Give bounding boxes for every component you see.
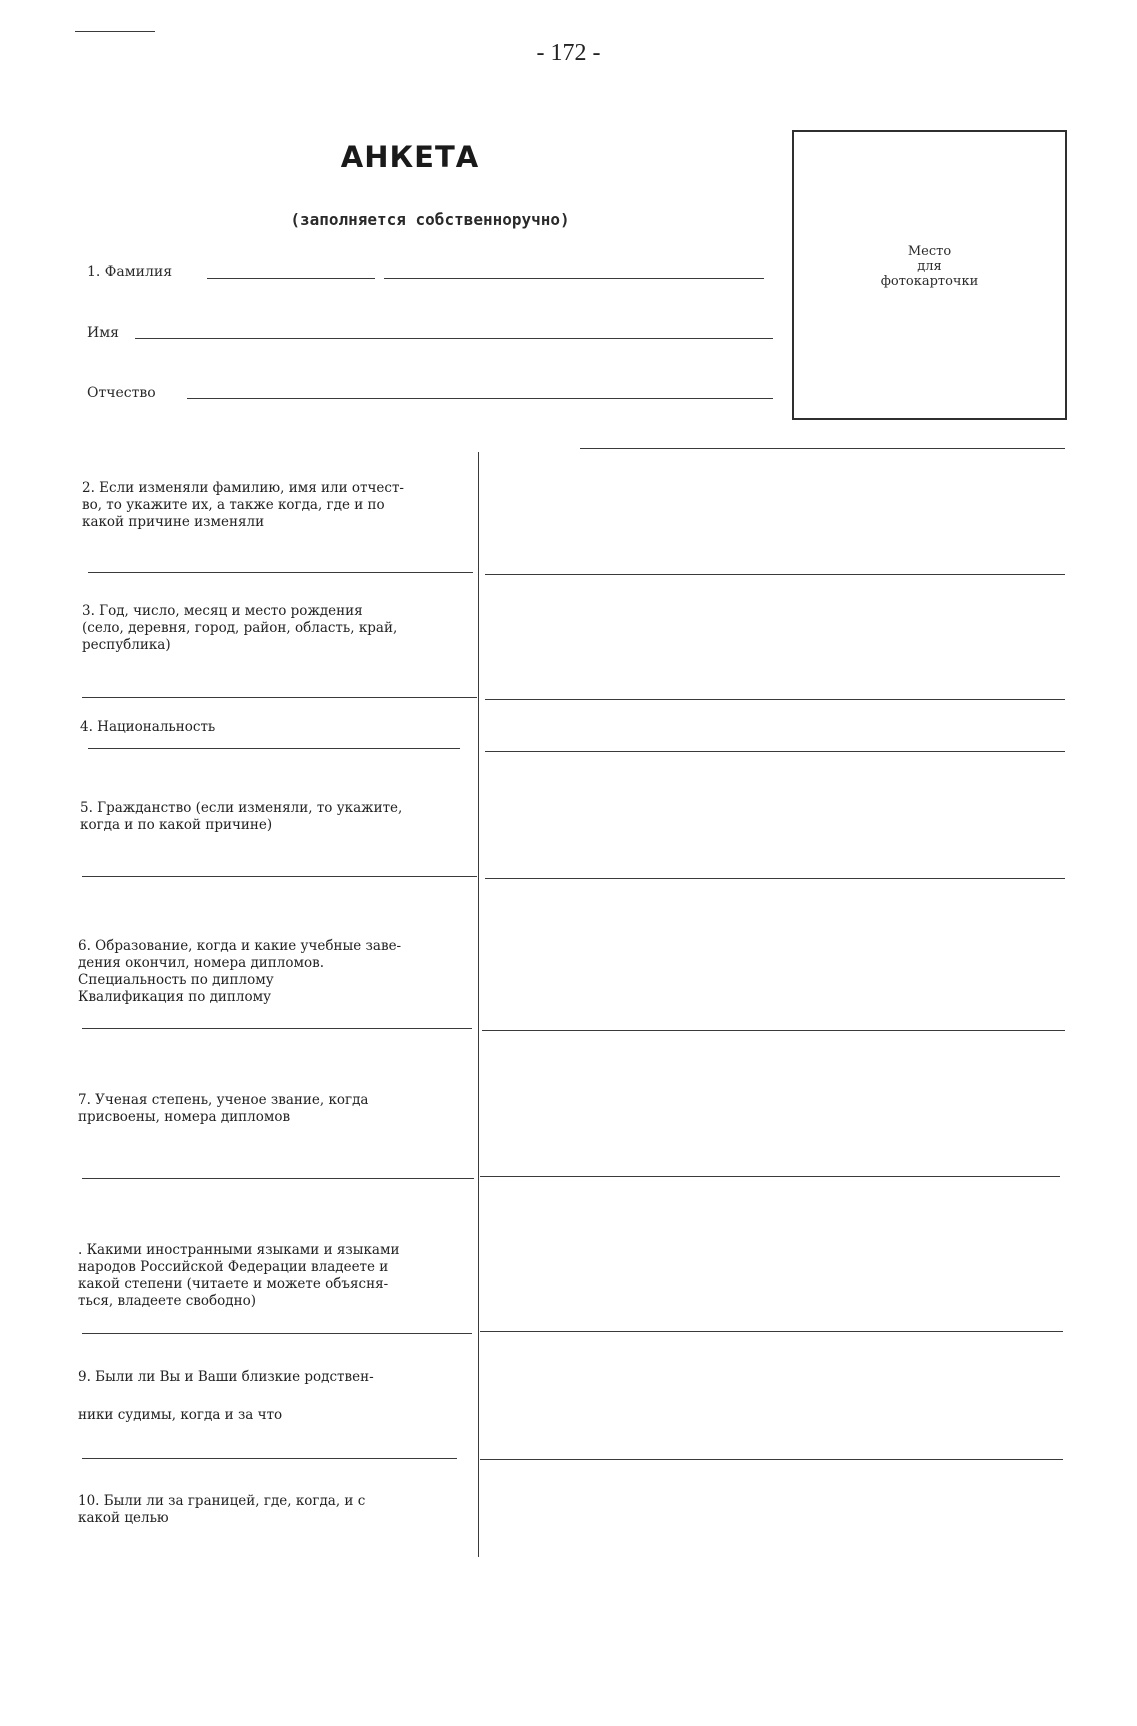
question-3-answer-line[interactable] — [485, 699, 1065, 700]
question-2-line3: какой причине изменяли — [82, 514, 265, 530]
question-8-label — [78, 1242, 473, 1310]
question-8-line1: . Какими иностранными языками и языками — [78, 1242, 400, 1258]
question-3-label — [82, 603, 477, 654]
question-6-answer-line[interactable] — [482, 1030, 1065, 1031]
question-5-line1: 5. Гражданство (если изменяли, то укажите, — [80, 800, 403, 816]
patronymic-input-line[interactable] — [187, 398, 773, 399]
photo-label-line2: для — [917, 259, 942, 274]
question-8-line4: ться, владеете свободно) — [78, 1293, 256, 1309]
question-9-line1: 9. Были ли Вы и Ваши близкие родствен- — [78, 1369, 374, 1385]
section-divider — [580, 448, 1065, 449]
surname-label: 1. Фамилия — [87, 264, 173, 280]
photo-placeholder-label — [792, 244, 1067, 289]
question-2-line1: 2. Если изменяли фамилию, имя или отчест- — [82, 480, 404, 496]
first-name-label: Имя — [87, 325, 119, 341]
form-title: АНКЕТА — [340, 140, 480, 174]
surname-input-line-2[interactable] — [384, 278, 764, 279]
question-3-line2: (село, деревня, город, район, область, край, — [82, 620, 398, 636]
question-5-answer-line[interactable] — [485, 878, 1065, 879]
question-3-line1: 3. Год, число, месяц и место рождения — [82, 603, 363, 619]
question-5-left-line — [82, 876, 477, 877]
question-7-line1: 7. Ученая степень, ученое звание, когда — [78, 1092, 369, 1108]
question-9-label — [78, 1369, 473, 1424]
question-8-line2: народов Российской Федерации владеете и — [78, 1259, 389, 1275]
question-6-line4: Квалификация по диплому — [78, 989, 272, 1005]
first-name-input-line[interactable] — [135, 338, 773, 339]
page-number: - 172 - — [536, 40, 601, 66]
photo-label-line3: фотокарточки — [880, 274, 979, 289]
question-8-answer-line[interactable] — [480, 1331, 1063, 1332]
question-9-answer-line[interactable] — [480, 1459, 1063, 1460]
patronymic-label: Отчество — [87, 385, 156, 401]
question-4-label — [80, 719, 475, 736]
question-5-label — [80, 800, 475, 834]
surname-input-line-1[interactable] — [207, 278, 375, 279]
question-2-line2: во, то укажите их, а также когда, где и по — [82, 497, 385, 513]
question-6-left-line — [82, 1028, 472, 1029]
question-2-answer-line[interactable] — [485, 574, 1065, 575]
question-6-line1: 6. Образование, когда и какие учебные заве- — [78, 938, 402, 954]
question-7-line2: присвоены, номера дипломов — [78, 1109, 291, 1125]
question-7-answer-line[interactable] — [480, 1176, 1060, 1177]
question-8-line3: какой степени (читаете и можете объясня- — [78, 1276, 389, 1292]
question-10-label — [78, 1493, 473, 1527]
question-9-line2: ники судимы, когда и за что — [78, 1407, 283, 1423]
question-6-line2: дения окончил, номера дипломов. — [78, 955, 325, 971]
question-9-left-line — [82, 1458, 457, 1459]
form-subtitle: (заполняется собственноручно) — [290, 210, 570, 229]
question-3-left-line — [82, 697, 477, 698]
question-8-left-line — [82, 1333, 472, 1334]
question-2-label — [82, 480, 477, 531]
question-7-label — [78, 1092, 473, 1126]
question-4-answer-line[interactable] — [485, 751, 1065, 752]
question-5-line2: когда и по какой причине) — [80, 817, 273, 833]
photo-label-line1: Место — [907, 244, 952, 259]
question-3-line3: республика) — [82, 637, 171, 653]
question-10-line1: 10. Были ли за границей, где, когда, и с — [78, 1493, 366, 1509]
column-divider — [478, 452, 479, 1557]
top-mark-line — [75, 31, 155, 32]
question-10-line2: какой целью — [78, 1510, 169, 1526]
question-4-left-line — [88, 748, 460, 749]
question-6-line3: Специальность по диплому — [78, 972, 274, 988]
question-4-line1: 4. Национальность — [80, 719, 216, 735]
question-2-left-line — [88, 572, 473, 573]
question-7-left-line — [82, 1178, 474, 1179]
question-6-label — [78, 938, 473, 1006]
